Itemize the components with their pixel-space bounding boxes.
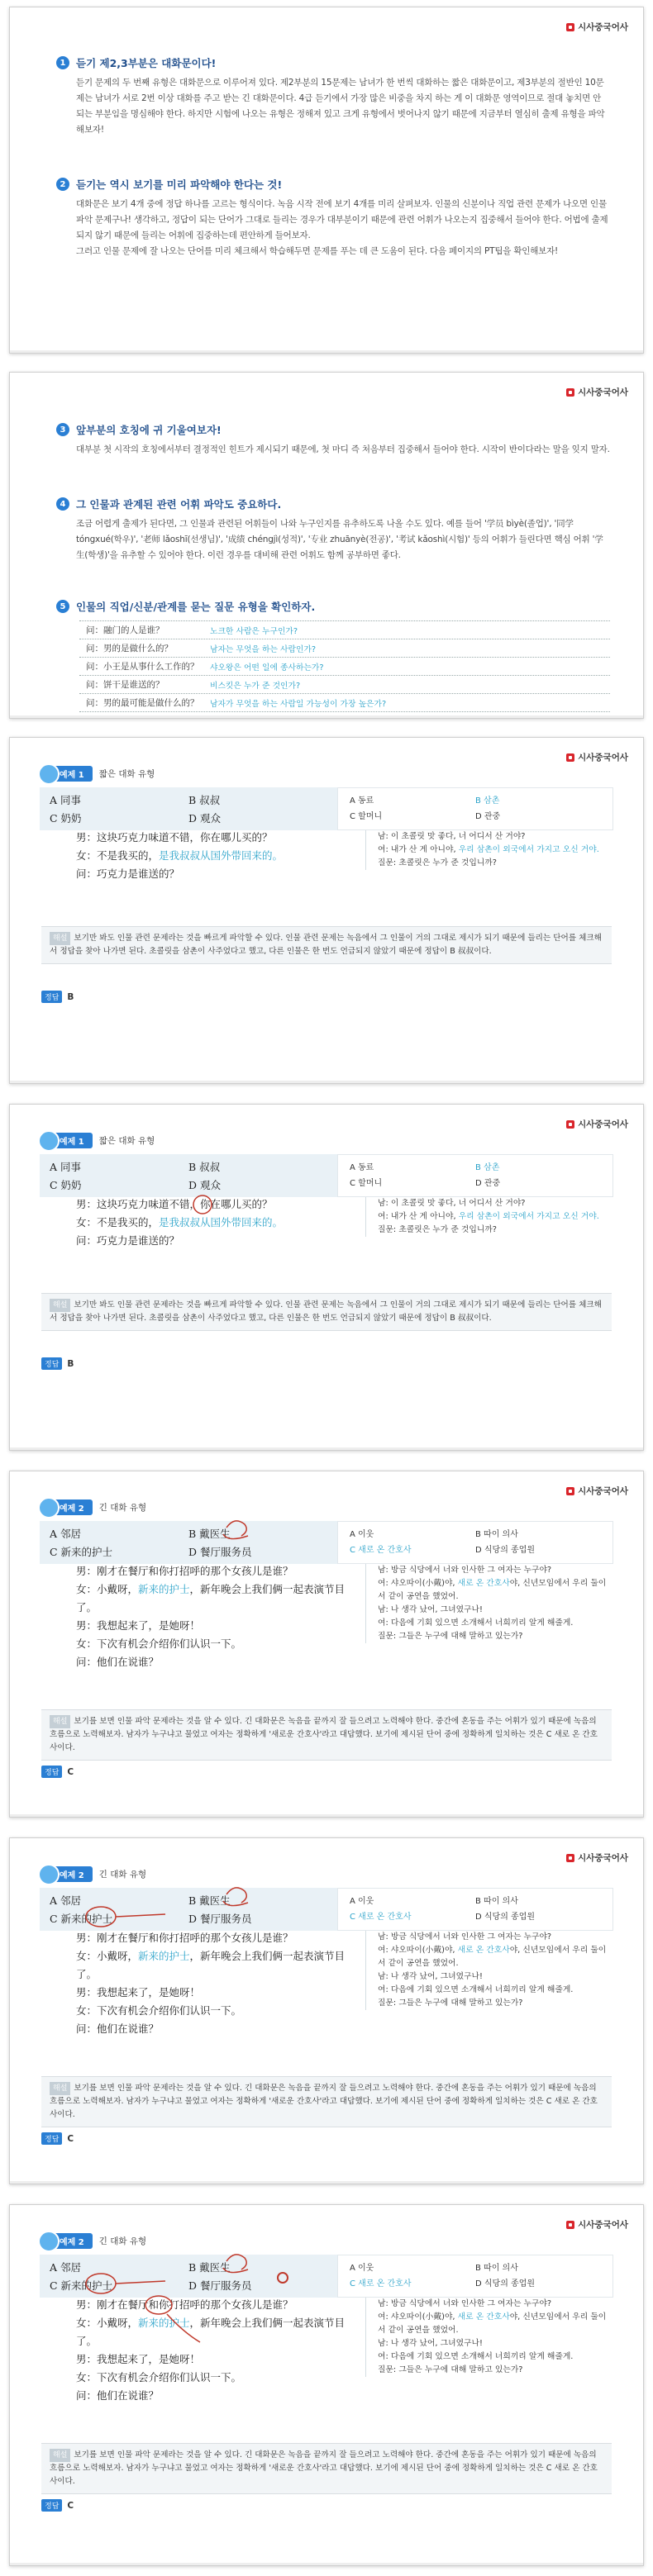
option-b-ko: B 삼촌	[475, 796, 500, 806]
example-header	[41, 1866, 146, 1882]
section-title: 그 인물과 관계된 관련 어휘 파악도 중요하다.	[76, 498, 282, 511]
answer	[41, 1766, 74, 1778]
options-box	[40, 1888, 613, 1931]
option-a: A 邻居	[50, 2261, 82, 2274]
list-item: 问：男的是做什么的？ 남자는 무엇을 하는 사람인가?	[79, 639, 610, 658]
explanation-box	[41, 2076, 612, 2127]
brand-icon	[566, 1120, 574, 1129]
options-chinese	[40, 1888, 337, 1931]
option-a: A 同事	[50, 1161, 82, 1173]
explanation-tag: 해설	[50, 1715, 70, 1728]
brand-logo	[566, 1851, 628, 1864]
dialog-korean: 남: 방금 식당에서 너와 인사한 그 여자는 누구야? 여: 샤오따이(小戴)야, 새로 온 간호사야, 신년모임에서 우리 둘이서 같이 공연을 했었어. 남: 나 생각 났어, 그녀였구나! 여: 다음에 기회 있으면 소개해서 너희끼리 알게 해줄게. 질문: 그들은 누구에 대해 말하고 있는가?	[365, 2298, 612, 2377]
options-chinese	[40, 787, 337, 830]
option-d-ko: D 관중	[475, 1179, 501, 1188]
options-box	[40, 1154, 613, 1197]
brand-name: 시사중국어사	[578, 22, 628, 32]
slide-example-1	[9, 737, 644, 1084]
example-header	[41, 766, 155, 782]
option-d-ko: D 식당의 종업원	[475, 2279, 536, 2288]
section-number: 1	[56, 56, 69, 69]
option-b: B 戴医生	[188, 1894, 231, 1907]
dialog-chinese: 男：这块巧克力味道不错，你在哪儿买的？ 女：不是我买的，是我叔叔从国外带回来的。 问：巧克力是谁送的？	[76, 1198, 284, 1247]
answer-tag: 정답	[41, 2499, 62, 2512]
brand-icon	[566, 1854, 574, 1862]
answer-tag: 정답	[41, 2132, 62, 2145]
section-4	[56, 497, 610, 563]
slide-example-2-annotated-more	[9, 2204, 644, 2566]
brand-logo	[566, 2218, 628, 2231]
list-item: 问：饼干是谁送的？ 비스킷은 누가 준 것인가?	[79, 676, 610, 694]
section-body: 조금 어렵게 출제가 된다면, 그 인물과 관련된 어휘들이 나와 누구인지를 유추하도록 나올 수도 있다. 예를 들어 '学员 bìyè(졸업)', '同学 tóngxué(학우)', '老师 lǎoshī(선생님)', '成绩 chéngjì(성적)', '专业 zhuānyè(전공)', '考试 kǎoshì(시험)' 등의 어휘가 들린다면 핵심 어휘 '学生(학생)'을 유추할 수 있어야 한다. 이런 경우를 대비해 관련 어휘도 함께 공부하면 좋다.	[76, 519, 603, 560]
options-box	[40, 1521, 613, 1564]
brand-icon	[566, 388, 574, 397]
option-c-ko: C 새로 온 간호사	[350, 2279, 412, 2288]
options-box	[40, 787, 613, 830]
brand-icon	[566, 1487, 574, 1495]
answer-value: C	[67, 2500, 74, 2511]
section-title: 듣기 제2,3부분은 대화문이다!	[76, 57, 217, 69]
slide-intro-1	[9, 7, 644, 354]
section-5	[56, 599, 610, 712]
example-title: 긴 대화 유형	[98, 1503, 147, 1513]
option-a: A 邻居	[50, 1528, 82, 1540]
section-2	[56, 177, 610, 259]
question-list	[79, 620, 610, 712]
option-c-ko: C 새로 온 간호사	[350, 1913, 412, 1922]
example-title: 긴 대화 유형	[98, 2236, 147, 2246]
brand-logo	[566, 1118, 628, 1130]
option-a-ko: A 이웃	[350, 2264, 374, 2273]
options-chinese	[40, 1521, 337, 1564]
dialog-chinese: 男：刚才在餐厅和你打招呼的那个女孩儿是谁？ 女：小戴呀，新来的护士，新年晚会上我们俩一起表演节目了。 男：我想起来了，是她呀！ 女：下次有机会介绍你们认识一下。 问：他们在说谁？	[76, 1565, 346, 1668]
brand-name: 시사중국어사	[578, 2220, 628, 2230]
option-b-ko: B 따이 의사	[475, 1530, 518, 1539]
example-title: 긴 대화 유형	[98, 1870, 147, 1880]
answer-tag: 정답	[41, 1766, 62, 1778]
options-korean	[337, 1521, 613, 1564]
option-b: B 叔叔	[188, 794, 221, 806]
option-b: B 叔叔	[188, 1161, 221, 1173]
answer-value: B	[67, 991, 74, 1002]
options-chinese	[40, 2255, 337, 2298]
option-a: A 邻居	[50, 1894, 82, 1907]
slide-example-2	[9, 1471, 644, 1818]
brand-logo	[566, 386, 628, 398]
option-d: D 餐厅服务员	[188, 2279, 252, 2292]
example-badge: 예제 2	[41, 2233, 93, 2249]
option-a-ko: A 이웃	[350, 1530, 374, 1539]
list-item: 问：融门的人是谁？ 노크한 사람은 누구인가?	[79, 621, 610, 639]
dialog-chinese: 男：刚才在餐厅和你打招呼的那个女孩儿是谁？ 女：小戴呀，新来的护士，新年晚会上我们俩一起表演节目了。 男：我想起来了，是她呀！ 女：下次有机会介绍你们认识一下。 问：他们在说谁？	[76, 1932, 346, 2035]
explanation-text: 보기를 보면 인물 파악 문제라는 것을 알 수 있다. 긴 대화문은 녹음을 끝까지 잘 들으려고 노력해야 한다. 중간에 혼동을 주는 어휘가 있기 때문에 녹음의 흐름으로 노력해보자. 남자가 누구냐고 물었고 여자는 정확하게 '새로운 간호사'라고 대답했다. 보기에 제시된 단어 중에 정확하게 일치하는 것은 C 새로 온 간호사이다.	[50, 2084, 598, 2119]
example-header	[41, 1133, 155, 1148]
section-number: 2	[56, 178, 69, 191]
section-body: 대부분 첫 시작의 호칭에서부터 결정적인 힌트가 제시되기 때문에, 첫 마디 즉 처음부터 집중해서 들어야 한다. 시작이 반이다라는 말을 잊지 말자.	[76, 444, 610, 454]
explanation-text: 보기만 봐도 인물 관련 문제라는 것을 빠르게 파악할 수 있다. 인물 관련 문제는 녹음에서 그 인물이 거의 그대로 제시가 되기 때문에 들리는 단어를 체크해서 정답을 찾아 나가면 된다. 초콜릿을 삼촌이 사주었다고 했고, 다른 인물은 한 번도 언급되지 않았기 때문에 정답이 B 叔叔이다.	[50, 934, 602, 956]
answer-value: C	[67, 1766, 74, 1777]
example-badge: 예제 2	[41, 1866, 93, 1882]
section-title: 인물의 직업/신분/관계를 묻는 질문 유형을 확인하자.	[76, 601, 316, 613]
options-korean	[337, 787, 613, 830]
example-title: 짧은 대화 유형	[98, 769, 155, 779]
slide-intro-2	[9, 372, 644, 719]
explanation-text: 보기를 보면 인물 파악 문제라는 것을 알 수 있다. 긴 대화문은 녹음을 끝까지 잘 들으려고 노력해야 한다. 중간에 혼동을 주는 어휘가 있기 때문에 녹음의 흐름으로 노력해보자. 남자가 누구냐고 물었고 여자는 정확하게 '새로운 간호사'라고 대답했다. 보기에 제시된 단어 중에 정확하게 일치하는 것은 C 새로 온 간호사이다.	[50, 1717, 598, 1752]
section-body: 대화문은 보기 4개 중에 정답 하나를 고르는 형식이다. 녹음 시작 전에 보기 4개를 미리 살펴보자. 인물의 신분이나 직업 관련 문제가 나오면 인물 파악 문제구나! 생각하고, 정답이 되는 단어가 그대로 들리는 경우가 대부분이기 때문에 관련 어휘가 나오는지 집중해서 들어야 한다. 어법에 출제되지 않기 때문에 들리는 어휘에 집중하는데 편안하게 들어보자. 그러고 인물 문제에 잘 나오는 단어를 미리 체크해서 학습해두면 문제를 푸는 데 큰 도움이 된다. 다음 페이지의 PT팁을 확인해보자!	[76, 199, 608, 256]
section-body: 듣기 문제의 두 번째 유형은 대화문으로 이루어져 있다. 제2부분의 15문제는 남녀가 한 번씩 대화하는 짧은 대화문이고, 제3부분의 절반인 10문제는 남녀가 서로 2번 이상 대화를 주고 받는 긴 대화문이다. 4급 듣기에서 가장 많은 비중을 차지 하는 게 이 대화문 영역이므로 절대 놓치면 안 되는 부분임을 명심해야 한다. 하지만 시험에 나오는 유형은 정해져 있고 크게 유형에서 벗어나지 않기 때문에 지금부터 열심히 출제 유형을 파악해보자!	[76, 78, 605, 135]
dialog-korean: 남: 이 초콜릿 맛 좋다, 너 어디서 산 거야? 여: 내가 산 게 아니야, 우리 삼촌이 외국에서 가지고 오신 거야. 질문: 초콜릿은 누가 준 것입니까?	[365, 1197, 612, 1237]
option-c: C 新来的护士	[50, 1546, 113, 1558]
brand-name: 시사중국어사	[578, 1853, 628, 1863]
option-a-ko: A 이웃	[350, 1897, 374, 1906]
explanation-text: 보기만 봐도 인물 관련 문제라는 것을 빠르게 파악할 수 있다. 인물 관련 문제는 녹음에서 그 인물이 거의 그대로 제시가 되기 때문에 들리는 단어를 체크해서 정답을 찾아 나가면 된다. 초콜릿을 삼촌이 사주었다고 했고, 다른 인물은 한 번도 언급되지 않았기 때문에 정답이 B 叔叔이다.	[50, 1300, 602, 1323]
section-3	[56, 422, 610, 458]
option-d-ko: D 식당의 종업원	[475, 1546, 536, 1555]
answer	[41, 2132, 74, 2145]
section-number: 3	[56, 423, 69, 436]
option-a-ko: A 동료	[350, 1163, 374, 1172]
example-badge: 예제 1	[41, 766, 93, 782]
explanation-tag: 해설	[50, 2449, 70, 2462]
option-b: B 戴医生	[188, 2261, 231, 2274]
answer-tag: 정답	[41, 1357, 62, 1370]
slide-example-2-annotated	[9, 1837, 644, 2184]
option-b-ko: B 삼촌	[475, 1163, 500, 1172]
option-c-ko: C 할머니	[350, 812, 383, 821]
options-box	[40, 2255, 613, 2298]
option-c: C 奶奶	[50, 812, 82, 825]
option-b-ko: B 따이 의사	[475, 2264, 518, 2273]
option-b: B 戴医生	[188, 1528, 231, 1540]
example-badge: 예제 1	[41, 1133, 93, 1148]
brand-icon	[566, 23, 574, 31]
dialog-chinese: 男：这块巧克力味道不错，你在哪儿买的？ 女：不是我买的，是我叔叔从国外带回来的。 问：巧克力是谁送的？	[76, 831, 284, 880]
brand-name: 시사중국어사	[578, 1119, 628, 1129]
brand-name: 시사중국어사	[578, 1486, 628, 1496]
answer	[41, 991, 74, 1003]
answer-value: B	[67, 1358, 74, 1369]
option-d: D 观众	[188, 812, 221, 825]
section-1	[56, 55, 610, 138]
answer-tag: 정답	[41, 991, 62, 1003]
section-number: 4	[56, 497, 69, 511]
option-a-ko: A 동료	[350, 796, 374, 806]
brand-name: 시사중국어사	[578, 387, 628, 397]
explanation-box	[41, 2443, 612, 2494]
explanation-box	[41, 1293, 612, 1331]
dialog-chinese: 男：刚才在餐厅和你打招呼的那个女孩儿是谁？ 女：小戴呀，新来的护士，新年晚会上我们俩一起表演节目了。 男：我想起来了，是她呀！ 女：下次有机会介绍你们认识一下。 问：他们在说谁？	[76, 2298, 346, 2402]
dialog-korean: 남: 방금 식당에서 너와 인사한 그 여자는 누구야? 여: 샤오따이(小戴)야, 새로 온 간호사야, 신년모임에서 우리 둘이서 같이 공연을 했었어. 남: 나 생각 났어, 그녀였구나! 여: 다음에 기회 있으면 소개해서 너희끼리 알게 해줄게. 질문: 그들은 누구에 대해 말하고 있는가?	[365, 1931, 612, 2010]
brand-logo	[566, 1485, 628, 1497]
options-korean	[337, 1154, 613, 1197]
explanation-text: 보기를 보면 인물 파악 문제라는 것을 알 수 있다. 긴 대화문은 녹음을 끝까지 잘 들으려고 노력해야 한다. 중간에 혼동을 주는 어휘가 있기 때문에 녹음의 흐름으로 노력해보자. 남자가 누구냐고 물었고 여자는 정확하게 '새로운 간호사'라고 대답했다. 보기에 제시된 단어 중에 정확하게 일치하는 것은 C 새로 온 간호사이다.	[50, 2450, 598, 2486]
slide-example-1-annotated	[9, 1104, 644, 1451]
option-d-ko: D 관중	[475, 812, 501, 821]
explanation-tag: 해설	[50, 1299, 70, 1312]
option-c: C 新来的护士	[50, 2279, 113, 2292]
section-title: 듣기는 역시 보기를 미리 파악해야 한다는 것!	[76, 178, 283, 191]
brand-logo	[566, 751, 628, 763]
option-d: D 餐厅服务员	[188, 1913, 252, 1925]
option-d: D 观众	[188, 1179, 221, 1191]
brand-logo	[566, 21, 628, 33]
answer	[41, 1357, 74, 1370]
section-title: 앞부분의 호칭에 귀 기울여보자!	[76, 424, 222, 436]
options-korean	[337, 1888, 613, 1931]
list-item: 问：小王是从事什么工作的？ 샤오왕은 어떤 일에 종사하는가?	[79, 658, 610, 676]
brand-name: 시사중국어사	[578, 753, 628, 763]
example-header	[41, 2233, 146, 2249]
option-d-ko: D 식당의 종업원	[475, 1913, 536, 1922]
answer	[41, 2499, 74, 2512]
options-chinese	[40, 1154, 337, 1197]
explanation-tag: 해설	[50, 2082, 70, 2095]
answer-value: C	[67, 2133, 74, 2144]
options-korean	[337, 2255, 613, 2298]
dialog-korean: 남: 이 초콜릿 맛 좋다, 너 어디서 산 거야? 여: 내가 산 게 아니야, 우리 삼촌이 외국에서 가지고 오신 거야. 질문: 초콜릿은 누가 준 것입니까?	[365, 830, 612, 870]
list-item: 问：男的最可能是做什么的？ 남자가 무엇을 하는 사람일 가능성이 가장 높은가?	[79, 694, 610, 712]
explanation-box	[41, 1709, 612, 1761]
brand-icon	[566, 753, 574, 762]
option-c: C 奶奶	[50, 1179, 82, 1191]
option-d: D 餐厅服务员	[188, 1546, 252, 1558]
dialog-korean: 남: 방금 식당에서 너와 인사한 그 여자는 누구야? 여: 샤오따이(小戴)야, 새로 온 간호사야, 신년모임에서 우리 둘이서 같이 공연을 했었어. 남: 나 생각 났어, 그녀였구나! 여: 다음에 기회 있으면 소개해서 너희끼리 알게 해줄게. 질문: 그들은 누구에 대해 말하고 있는가?	[365, 1564, 612, 1643]
example-header	[41, 1499, 146, 1515]
explanation-box	[41, 926, 612, 964]
option-a: A 同事	[50, 794, 82, 806]
option-c-ko: C 할머니	[350, 1179, 383, 1188]
section-number: 5	[56, 600, 69, 613]
option-c: C 新来的护士	[50, 1913, 113, 1925]
example-title: 짧은 대화 유형	[98, 1136, 155, 1146]
option-c-ko: C 새로 온 간호사	[350, 1546, 412, 1555]
option-b-ko: B 따이 의사	[475, 1897, 518, 1906]
brand-icon	[566, 2221, 574, 2229]
example-badge: 예제 2	[41, 1499, 93, 1515]
explanation-tag: 해설	[50, 932, 70, 945]
